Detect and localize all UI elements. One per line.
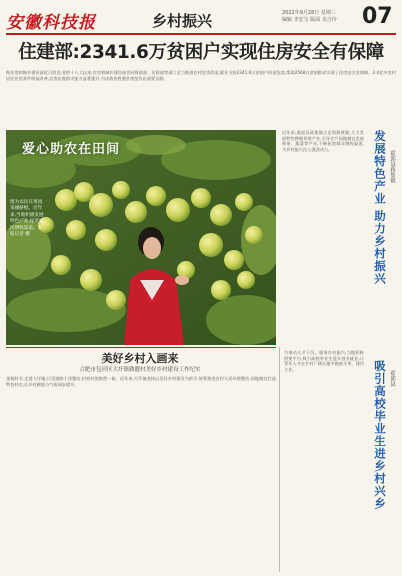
photo-caption: 图为农民在果园采摘脐橙。近年来,当地积极发展特色产业,拓宽农民增收渠道。本报记者 摄 (10, 200, 44, 238)
page-number: 07 (362, 4, 393, 29)
column-rule (279, 347, 280, 572)
newspaper-name: 安徽科技报 (6, 13, 96, 33)
article-two-subtitle: 合肥市包河区大圩镇做靓村美好乡村建设工作纪实 (79, 367, 201, 373)
orchard-photo-image (6, 130, 276, 345)
masthead (6, 6, 396, 32)
article-two-title: 美好乡村入画来 (101, 352, 179, 365)
editor-line: 编辑 李宏宝 版面 美吉玲 (282, 17, 337, 23)
side-article-top-heading: 发展特色产业 助力乡村振兴 (373, 130, 387, 286)
issue-date: 2022年9月28日 星期三 (282, 10, 336, 16)
side-article-top-body: 近年来,霍邱县蒋集镇立足资源禀赋,大力发展特色种植养殖产业,引导农户因地制宜发展林果、蔬菜等产业,不断拓宽群众增收渠道,为乡村振兴注入强劲动力。 (282, 130, 364, 152)
article-two-body: 金秋时节,走进大圩镇,只见道路干净整洁,村容村貌焕然一新。近年来,大圩镇坚持以美好乡村建设为抓手,统筹推进农村人居环境整治,因地制宜打造特色村庄,让乡村颜值与气质同步提升。 (6, 376, 276, 387)
lead-headline: 住建部:2341.6万贫困户实现住房安全有保障 (18, 42, 384, 63)
issue-info (282, 10, 337, 24)
masthead-rule (6, 33, 396, 35)
section-divider (6, 347, 276, 348)
side-article-bottom-byline: 霍邱县 (389, 370, 395, 387)
side-article-bottom-body: 为推动人才下沉、服务乡村振兴,当地积极搭建平台,吸引高校毕业生返乡创业就业,让青年人才在乡村广阔天地中施展才华、建功立业。 (284, 350, 364, 372)
photo-title: 爱心助农在田间 (22, 142, 121, 157)
section-title: 乡村振兴 (152, 12, 213, 30)
side-article-bottom-heading: 吸引高校毕业生进乡村兴乡 (373, 360, 387, 510)
side-article-top-byline: 霍邱县蒋集镇 (389, 150, 395, 183)
feature-photo (6, 130, 276, 345)
lead-article-body: 据住房和城乡建设部近日消息,党的十八大以来,住房和城乡建设部会同财政部、民政部等部门全力推进农村危房改造,累计支持2341.6万贫困户改造危房,帮助2568万贫困群众实现了住房安全有保障。2.4亿多农村居民住房条件明显改善,农房抗震防灾能力显著提升,为决战决胜脱贫攻坚作出重要贡献。 (6, 70, 396, 81)
